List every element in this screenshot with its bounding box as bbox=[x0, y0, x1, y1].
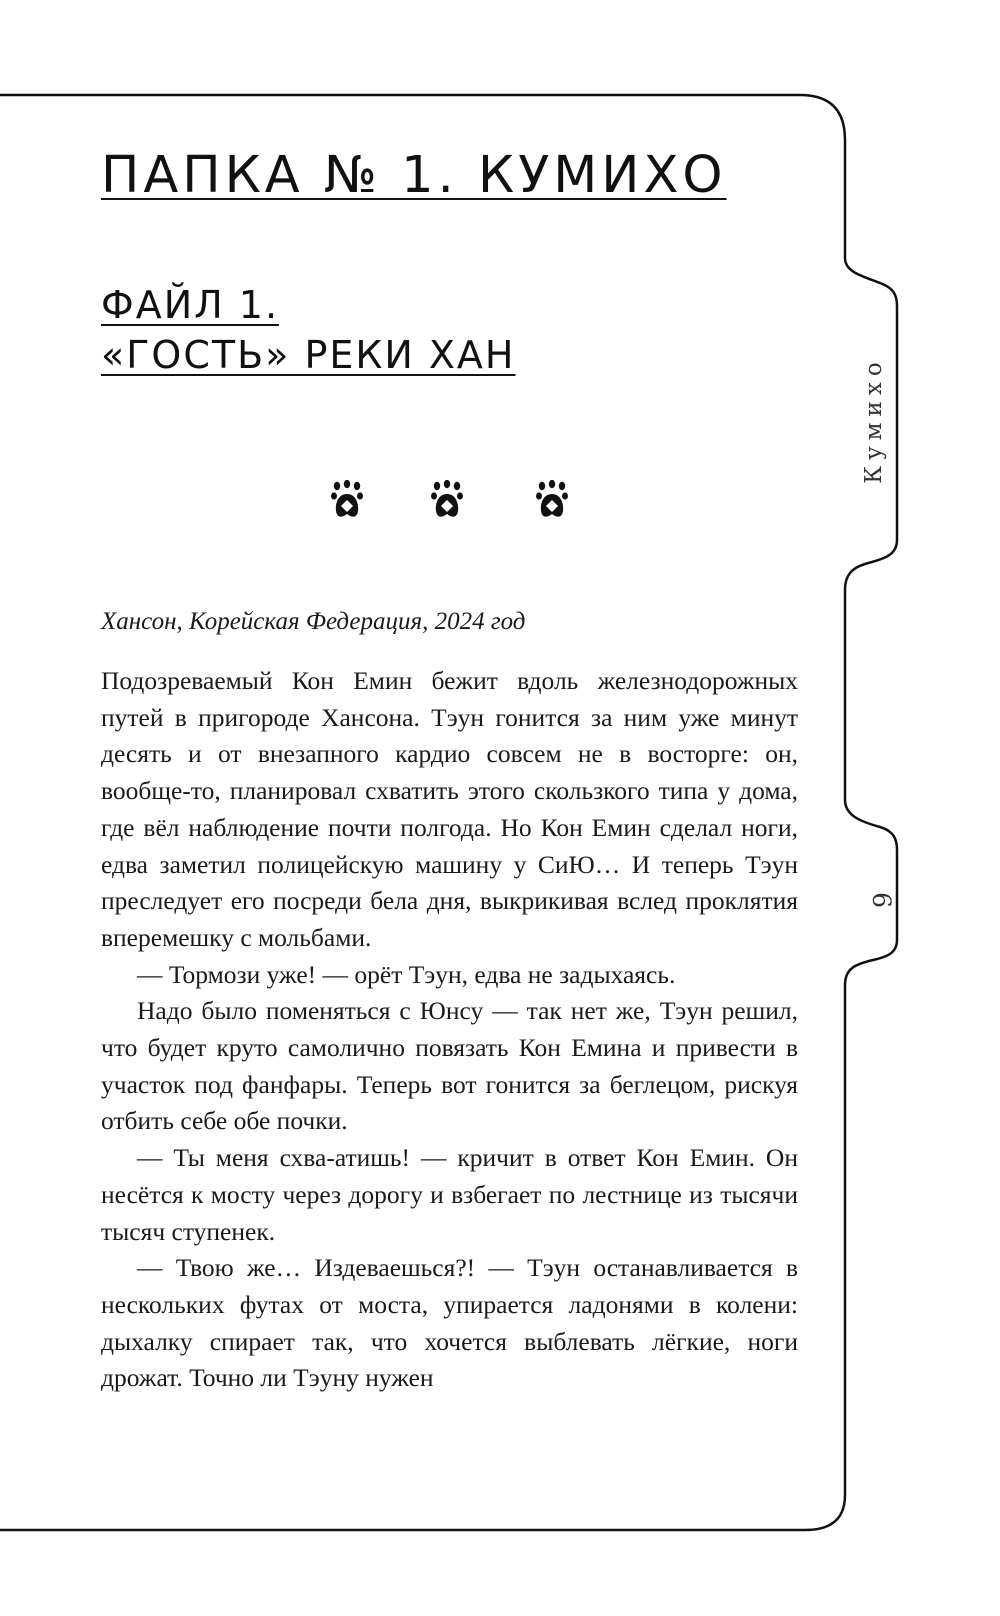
chapter-heading bbox=[101, 280, 516, 380]
body-text bbox=[101, 663, 798, 1397]
page-number: 9 bbox=[868, 892, 898, 908]
paw-icon bbox=[430, 480, 464, 520]
paragraph: — Ты меня схва-атишь! — кричит в ответ Кон Емин. Он несётся к мосту через дорогу и взбегает по лестнице из тысячи тысяч ступенек. bbox=[101, 1143, 798, 1246]
chapter-number: ФАЙЛ 1. bbox=[101, 283, 280, 327]
chapter-title: «ГОСТЬ» РЕКИ ХАН bbox=[101, 333, 516, 377]
paragraph: — Твою же… Издеваешься?! — Тэун останавливается в нескольких футах от моста, упирается ладонями в колени: дыхалку спирает так, что хочется выблевать лёгкие, ноги дрожат. Точно ли Тэуну нужен bbox=[101, 1253, 798, 1393]
paw-icon bbox=[535, 480, 569, 520]
page-title: ПАПКА № 1. КУМИХО bbox=[101, 146, 727, 205]
paragraph: Надо было поменяться с Юнсу — так нет же, Тэун решил, что будет круто самолично повязать Кон Емина и привести в участок под фанфары. Теперь вот гонится за беглецом, рискуя отбить себе обе почки. bbox=[101, 996, 798, 1136]
paw-icon bbox=[330, 480, 364, 520]
paragraph: — Тормози уже! — орёт Тэун, едва не задыхаясь. bbox=[137, 959, 676, 989]
paragraph: Подозреваемый Кон Емин бежит вдоль железнодорожных путей в пригороде Хансона. Тэун гонится за ним уже минут десять и от внезапного кардио совсем не в восторге: он, вообще-то, планировал схватить этого скользкого типа у дома, где вёл наблюдение почти полгода. Но Кон Емин сделал ноги, едва заметил полицейскую машину у СиЮ… И теперь Тэун преследует его посреди бела дня, выкрикивая вслед проклятия вперемешку с мольбами. bbox=[101, 666, 798, 952]
paw-ornament bbox=[330, 480, 590, 520]
place-date-line: Хансон, Корейская Федерация, 2024 год bbox=[101, 608, 526, 635]
section-tab-label: Кумихо bbox=[861, 356, 887, 484]
